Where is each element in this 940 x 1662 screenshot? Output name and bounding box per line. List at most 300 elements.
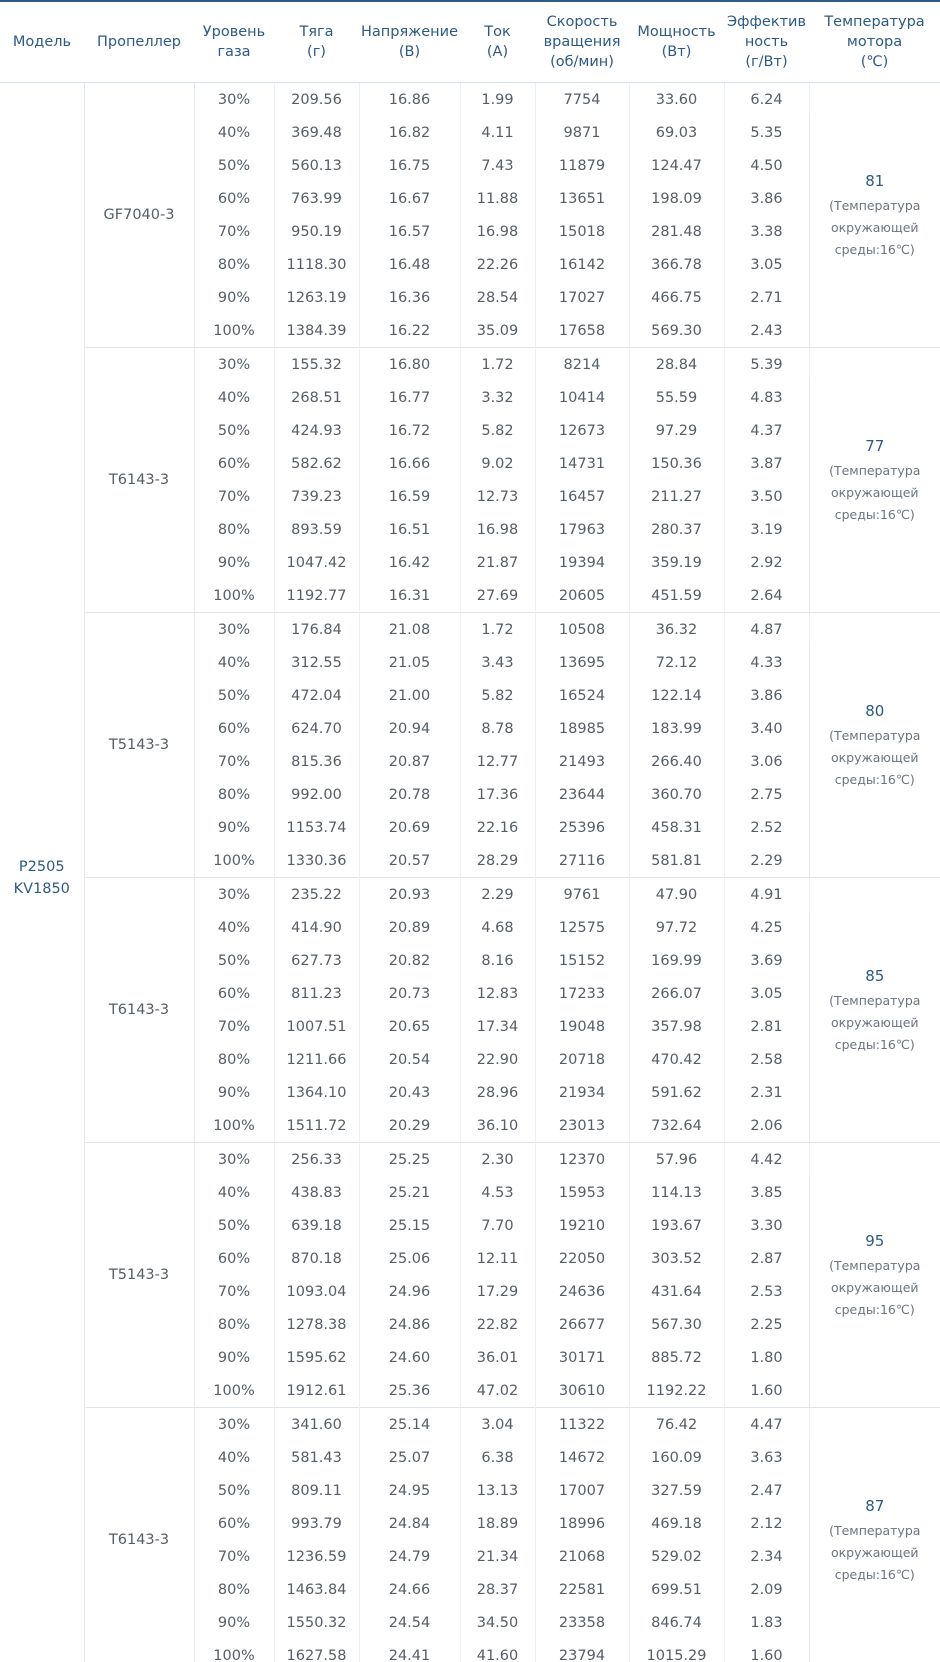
current-cell: 28.29: [460, 844, 535, 878]
ambient-temperature-note-line: (Температура: [829, 992, 921, 1008]
current-cell: 16.98: [460, 215, 535, 248]
voltage-cell: 20.73: [359, 977, 460, 1010]
thrust-cell: 438.83: [274, 1176, 359, 1209]
rpm-cell: 16524: [535, 679, 629, 712]
thrust-cell: 414.90: [274, 911, 359, 944]
rpm-cell: 21068: [535, 1540, 629, 1573]
thrust-cell: 1912.61: [274, 1374, 359, 1408]
thrust-cell: 950.19: [274, 215, 359, 248]
voltage-cell: 16.77: [359, 381, 460, 414]
throttle-cell: 60%: [194, 1507, 274, 1540]
header-power-line: (Вт): [661, 44, 692, 60]
thrust-cell: 811.23: [274, 977, 359, 1010]
current-cell: 36.10: [460, 1109, 535, 1143]
table-header: [0, 1, 940, 83]
thrust-cell: 1511.72: [274, 1109, 359, 1143]
efficiency-cell: 2.52: [724, 811, 809, 844]
current-cell: 7.43: [460, 149, 535, 182]
header-row: [0, 1, 940, 83]
rpm-cell: 22581: [535, 1573, 629, 1606]
current-cell: 16.98: [460, 513, 535, 546]
motor-temperature-cell: [809, 613, 940, 878]
motor-temperature-value: 77: [865, 436, 885, 455]
voltage-cell: 24.54: [359, 1606, 460, 1639]
voltage-cell: 25.21: [359, 1176, 460, 1209]
thrust-cell: 1007.51: [274, 1010, 359, 1043]
current-cell: 22.16: [460, 811, 535, 844]
voltage-cell: 16.36: [359, 281, 460, 314]
efficiency-cell: 3.19: [724, 513, 809, 546]
current-cell: 21.34: [460, 1540, 535, 1573]
thrust-cell: 1153.74: [274, 811, 359, 844]
efficiency-cell: 2.81: [724, 1010, 809, 1043]
throttle-cell: 70%: [194, 215, 274, 248]
header-current-line: Ток: [484, 24, 511, 40]
rpm-cell: 9761: [535, 878, 629, 912]
efficiency-cell: 2.12: [724, 1507, 809, 1540]
power-cell: 33.60: [629, 83, 724, 117]
rpm-cell: 9871: [535, 116, 629, 149]
rpm-cell: 18985: [535, 712, 629, 745]
power-cell: 280.37: [629, 513, 724, 546]
header-power: [629, 1, 724, 83]
header-throttle: [194, 1, 274, 83]
table-row: [0, 1408, 940, 1442]
power-cell: 458.31: [629, 811, 724, 844]
efficiency-cell: 2.87: [724, 1242, 809, 1275]
current-cell: 8.78: [460, 712, 535, 745]
thrust-cell: 341.60: [274, 1408, 359, 1442]
rpm-cell: 12673: [535, 414, 629, 447]
rpm-cell: 17027: [535, 281, 629, 314]
header-current: [460, 1, 535, 83]
throttle-cell: 100%: [194, 844, 274, 878]
voltage-cell: 16.72: [359, 414, 460, 447]
current-cell: 22.82: [460, 1308, 535, 1341]
power-cell: 97.29: [629, 414, 724, 447]
efficiency-cell: 1.83: [724, 1606, 809, 1639]
thrust-cell: 1384.39: [274, 314, 359, 348]
voltage-cell: 20.54: [359, 1043, 460, 1076]
thrust-cell: 256.33: [274, 1143, 359, 1177]
rpm-cell: 27116: [535, 844, 629, 878]
power-cell: 28.84: [629, 348, 724, 382]
rpm-cell: 17658: [535, 314, 629, 348]
voltage-cell: 16.59: [359, 480, 460, 513]
rpm-cell: 22050: [535, 1242, 629, 1275]
power-cell: 359.19: [629, 546, 724, 579]
voltage-cell: 16.57: [359, 215, 460, 248]
efficiency-cell: 2.92: [724, 546, 809, 579]
efficiency-cell: 4.37: [724, 414, 809, 447]
thrust-cell: 560.13: [274, 149, 359, 182]
throttle-cell: 60%: [194, 447, 274, 480]
power-cell: 1015.29: [629, 1639, 724, 1662]
header-rpm-line: Скорость: [546, 14, 618, 30]
current-cell: 18.89: [460, 1507, 535, 1540]
header-voltage: [359, 1, 460, 83]
thrust-cell: 1093.04: [274, 1275, 359, 1308]
current-cell: 28.96: [460, 1076, 535, 1109]
power-cell: 55.59: [629, 381, 724, 414]
throttle-cell: 40%: [194, 1441, 274, 1474]
voltage-cell: 25.25: [359, 1143, 460, 1177]
header-rpm-line: вращения: [543, 34, 621, 50]
model-name-line: P2505: [18, 858, 65, 875]
voltage-cell: 16.82: [359, 116, 460, 149]
throttle-cell: 30%: [194, 1143, 274, 1177]
power-cell: 281.48: [629, 215, 724, 248]
current-cell: 12.73: [460, 480, 535, 513]
efficiency-cell: 3.38: [724, 215, 809, 248]
current-cell: 12.83: [460, 977, 535, 1010]
current-cell: 3.43: [460, 646, 535, 679]
motor-temperature-cell: [809, 878, 940, 1143]
throttle-cell: 80%: [194, 513, 274, 546]
rpm-cell: 14672: [535, 1441, 629, 1474]
throttle-cell: 70%: [194, 1275, 274, 1308]
header-model: [0, 1, 84, 83]
propeller-cell: T6143-3: [84, 1408, 194, 1662]
efficiency-cell: 1.60: [724, 1374, 809, 1408]
throttle-cell: 80%: [194, 778, 274, 811]
efficiency-cell: 2.09: [724, 1573, 809, 1606]
rpm-cell: 8214: [535, 348, 629, 382]
table-row: [0, 613, 940, 647]
thrust-cell: 1463.84: [274, 1573, 359, 1606]
motor-temperature-cell: [809, 1408, 940, 1662]
power-cell: 114.13: [629, 1176, 724, 1209]
header-motor-temperature-line: Температура: [824, 14, 925, 30]
voltage-cell: 24.79: [359, 1540, 460, 1573]
current-cell: 13.13: [460, 1474, 535, 1507]
power-cell: 366.78: [629, 248, 724, 281]
thrust-cell: 993.79: [274, 1507, 359, 1540]
efficiency-cell: 3.40: [724, 712, 809, 745]
throttle-cell: 60%: [194, 182, 274, 215]
current-cell: 7.70: [460, 1209, 535, 1242]
current-cell: 11.88: [460, 182, 535, 215]
current-cell: 1.99: [460, 83, 535, 117]
throttle-cell: 50%: [194, 679, 274, 712]
voltage-cell: 24.86: [359, 1308, 460, 1341]
current-cell: 34.50: [460, 1606, 535, 1639]
efficiency-cell: 3.85: [724, 1176, 809, 1209]
motor-temperature-value: 80: [865, 701, 885, 720]
rpm-cell: 11322: [535, 1408, 629, 1442]
table-row: [0, 83, 940, 117]
rpm-cell: 21934: [535, 1076, 629, 1109]
rpm-cell: 30610: [535, 1374, 629, 1408]
motor-temperature-value: 85: [865, 966, 885, 985]
rpm-cell: 19210: [535, 1209, 629, 1242]
voltage-cell: 20.89: [359, 911, 460, 944]
rpm-cell: 16457: [535, 480, 629, 513]
current-cell: 1.72: [460, 348, 535, 382]
throttle-cell: 40%: [194, 1176, 274, 1209]
current-cell: 41.60: [460, 1639, 535, 1662]
power-cell: 36.32: [629, 613, 724, 647]
thrust-cell: 1192.77: [274, 579, 359, 613]
throttle-cell: 100%: [194, 579, 274, 613]
throttle-cell: 100%: [194, 314, 274, 348]
efficiency-cell: 3.63: [724, 1441, 809, 1474]
throttle-cell: 60%: [194, 977, 274, 1010]
voltage-cell: 20.87: [359, 745, 460, 778]
efficiency-cell: 2.34: [724, 1540, 809, 1573]
power-cell: 193.67: [629, 1209, 724, 1242]
current-cell: 12.77: [460, 745, 535, 778]
power-cell: 591.62: [629, 1076, 724, 1109]
voltage-cell: 20.65: [359, 1010, 460, 1043]
current-cell: 4.68: [460, 911, 535, 944]
thrust-cell: 1627.58: [274, 1639, 359, 1662]
power-cell: 169.99: [629, 944, 724, 977]
header-throttle-line: Уровень: [202, 24, 266, 40]
current-cell: 22.26: [460, 248, 535, 281]
ambient-temperature-note-line: (Температура: [829, 1257, 921, 1273]
rpm-cell: 30171: [535, 1341, 629, 1374]
rpm-cell: 23358: [535, 1606, 629, 1639]
current-cell: 1.72: [460, 613, 535, 647]
motor-temperature-value: 87: [865, 1496, 885, 1515]
ambient-temperature-note-line: (Температура: [829, 197, 921, 213]
power-cell: 431.64: [629, 1275, 724, 1308]
power-cell: 885.72: [629, 1341, 724, 1374]
throttle-cell: 100%: [194, 1374, 274, 1408]
throttle-cell: 40%: [194, 381, 274, 414]
power-cell: 266.40: [629, 745, 724, 778]
throttle-cell: 50%: [194, 149, 274, 182]
motor-temperature-cell: [809, 1143, 940, 1408]
ambient-temperature-note-line: окружающей: [830, 1544, 919, 1560]
ambient-temperature-note-line: окружающей: [830, 1014, 919, 1030]
throttle-cell: 30%: [194, 83, 274, 117]
voltage-cell: 24.84: [359, 1507, 460, 1540]
ambient-temperature-note-line: окружающей: [830, 749, 919, 765]
voltage-cell: 25.07: [359, 1441, 460, 1474]
rpm-cell: 25396: [535, 811, 629, 844]
efficiency-cell: 3.30: [724, 1209, 809, 1242]
rpm-cell: 13695: [535, 646, 629, 679]
power-cell: 451.59: [629, 579, 724, 613]
throttle-cell: 40%: [194, 646, 274, 679]
current-cell: 28.54: [460, 281, 535, 314]
current-cell: 28.37: [460, 1573, 535, 1606]
rpm-cell: 15953: [535, 1176, 629, 1209]
throttle-cell: 80%: [194, 248, 274, 281]
voltage-cell: 16.51: [359, 513, 460, 546]
ambient-temperature-note-line: среды:16℃): [834, 771, 915, 787]
thrust-cell: 1118.30: [274, 248, 359, 281]
voltage-cell: 20.82: [359, 944, 460, 977]
motor-temperature-value: 95: [865, 1231, 885, 1250]
power-cell: 150.36: [629, 447, 724, 480]
rpm-cell: 21493: [535, 745, 629, 778]
power-cell: 469.18: [629, 1507, 724, 1540]
header-thrust-line: Тяга: [299, 24, 334, 40]
current-cell: 21.87: [460, 546, 535, 579]
power-cell: 567.30: [629, 1308, 724, 1341]
thrust-cell: 1330.36: [274, 844, 359, 878]
rpm-cell: 20718: [535, 1043, 629, 1076]
rpm-cell: 17963: [535, 513, 629, 546]
power-cell: 122.14: [629, 679, 724, 712]
power-cell: 732.64: [629, 1109, 724, 1143]
propeller-cell: T6143-3: [84, 348, 194, 613]
efficiency-cell: 4.83: [724, 381, 809, 414]
voltage-cell: 21.05: [359, 646, 460, 679]
thrust-cell: 809.11: [274, 1474, 359, 1507]
rpm-cell: 26677: [535, 1308, 629, 1341]
thrust-cell: 1550.32: [274, 1606, 359, 1639]
rpm-cell: 15152: [535, 944, 629, 977]
rpm-cell: 23794: [535, 1639, 629, 1662]
current-cell: 17.29: [460, 1275, 535, 1308]
efficiency-cell: 2.71: [724, 281, 809, 314]
thrust-cell: 1595.62: [274, 1341, 359, 1374]
throttle-cell: 90%: [194, 1606, 274, 1639]
ambient-temperature-note: [810, 990, 940, 1056]
voltage-cell: 16.80: [359, 348, 460, 382]
efficiency-cell: 3.05: [724, 977, 809, 1010]
throttle-cell: 100%: [194, 1639, 274, 1662]
power-cell: 466.75: [629, 281, 724, 314]
thrust-cell: 1278.38: [274, 1308, 359, 1341]
header-efficiency-line: ность: [744, 34, 789, 50]
current-cell: 17.36: [460, 778, 535, 811]
efficiency-cell: 2.75: [724, 778, 809, 811]
header-throttle-line: газа: [217, 44, 251, 60]
current-cell: 4.53: [460, 1176, 535, 1209]
current-cell: 27.69: [460, 579, 535, 613]
voltage-cell: 20.94: [359, 712, 460, 745]
rpm-cell: 18996: [535, 1507, 629, 1540]
header-efficiency-line: Эффектив: [726, 14, 806, 30]
rpm-cell: 13651: [535, 182, 629, 215]
ambient-temperature-note-line: среды:16℃): [834, 1301, 915, 1317]
efficiency-cell: 2.64: [724, 579, 809, 613]
model-name-line: KV1850: [13, 880, 70, 897]
thrust-cell: 815.36: [274, 745, 359, 778]
efficiency-cell: 2.43: [724, 314, 809, 348]
efficiency-cell: 4.47: [724, 1408, 809, 1442]
header-motor-temperature: [809, 1, 940, 83]
thrust-cell: 581.43: [274, 1441, 359, 1474]
rpm-cell: 19048: [535, 1010, 629, 1043]
ambient-temperature-note-line: (Температура: [829, 1522, 921, 1538]
thrust-cell: 424.93: [274, 414, 359, 447]
thrust-cell: 235.22: [274, 878, 359, 912]
header-efficiency-line: (г/Вт): [745, 54, 788, 70]
power-cell: 327.59: [629, 1474, 724, 1507]
power-cell: 198.09: [629, 182, 724, 215]
efficiency-cell: 6.24: [724, 83, 809, 117]
voltage-cell: 24.95: [359, 1474, 460, 1507]
power-cell: 529.02: [629, 1540, 724, 1573]
efficiency-cell: 4.42: [724, 1143, 809, 1177]
efficiency-cell: 4.33: [724, 646, 809, 679]
rpm-cell: 14731: [535, 447, 629, 480]
throttle-cell: 70%: [194, 1540, 274, 1573]
voltage-cell: 24.66: [359, 1573, 460, 1606]
voltage-cell: 16.42: [359, 546, 460, 579]
efficiency-cell: 2.29: [724, 844, 809, 878]
motor-temperature-value: 81: [865, 171, 885, 190]
voltage-cell: 16.48: [359, 248, 460, 281]
throttle-cell: 30%: [194, 613, 274, 647]
motor-temperature-cell: [809, 348, 940, 613]
ambient-temperature-note-line: (Температура: [829, 462, 921, 478]
power-cell: 47.90: [629, 878, 724, 912]
ambient-temperature-note-line: окружающей: [830, 1279, 919, 1295]
power-cell: 57.96: [629, 1143, 724, 1177]
thrust-cell: 472.04: [274, 679, 359, 712]
current-cell: 2.30: [460, 1143, 535, 1177]
propeller-cell: T6143-3: [84, 878, 194, 1143]
efficiency-cell: 3.86: [724, 679, 809, 712]
rpm-cell: 12370: [535, 1143, 629, 1177]
thrust-cell: 268.51: [274, 381, 359, 414]
voltage-cell: 25.36: [359, 1374, 460, 1408]
power-cell: 846.74: [629, 1606, 724, 1639]
voltage-cell: 24.41: [359, 1639, 460, 1662]
power-cell: 360.70: [629, 778, 724, 811]
throttle-cell: 90%: [194, 811, 274, 844]
ambient-temperature-note: [810, 1520, 940, 1586]
ambient-temperature-note-line: окружающей: [830, 484, 919, 500]
propeller-cell: T5143-3: [84, 1143, 194, 1408]
power-cell: 183.99: [629, 712, 724, 745]
throttle-cell: 30%: [194, 348, 274, 382]
rpm-cell: 24636: [535, 1275, 629, 1308]
voltage-cell: 16.22: [359, 314, 460, 348]
ambient-temperature-note-line: среды:16℃): [834, 506, 915, 522]
throttle-cell: 60%: [194, 712, 274, 745]
power-cell: 569.30: [629, 314, 724, 348]
efficiency-cell: 1.80: [724, 1341, 809, 1374]
table-body: [0, 83, 940, 1662]
power-cell: 124.47: [629, 149, 724, 182]
thrust-cell: 1236.59: [274, 1540, 359, 1573]
voltage-cell: 16.75: [359, 149, 460, 182]
ambient-temperature-note-line: (Температура: [829, 727, 921, 743]
ambient-temperature-note-line: среды:16℃): [834, 1036, 915, 1052]
voltage-cell: 16.86: [359, 83, 460, 117]
header-current-line: (A): [486, 44, 509, 60]
efficiency-cell: 3.06: [724, 745, 809, 778]
current-cell: 9.02: [460, 447, 535, 480]
thrust-cell: 369.48: [274, 116, 359, 149]
throttle-cell: 50%: [194, 1474, 274, 1507]
rpm-cell: 15018: [535, 215, 629, 248]
power-cell: 97.72: [629, 911, 724, 944]
efficiency-cell: 2.47: [724, 1474, 809, 1507]
thrust-cell: 739.23: [274, 480, 359, 513]
throttle-cell: 30%: [194, 878, 274, 912]
current-cell: 4.11: [460, 116, 535, 149]
current-cell: 5.82: [460, 679, 535, 712]
voltage-cell: 20.29: [359, 1109, 460, 1143]
propeller-cell: GF7040-3: [84, 83, 194, 348]
voltage-cell: 24.96: [359, 1275, 460, 1308]
header-rpm-line: (об/мин): [550, 54, 614, 70]
power-cell: 266.07: [629, 977, 724, 1010]
thrust-cell: 627.73: [274, 944, 359, 977]
rpm-cell: 17007: [535, 1474, 629, 1507]
thrust-cell: 1211.66: [274, 1043, 359, 1076]
rpm-cell: 11879: [535, 149, 629, 182]
